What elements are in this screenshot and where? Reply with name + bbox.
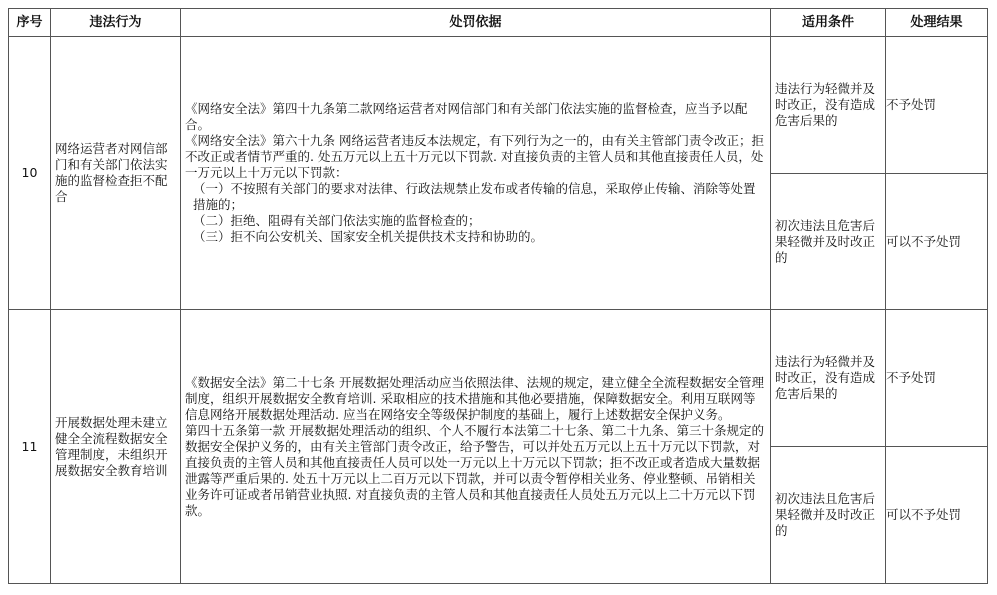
row-11-no: 11 xyxy=(8,309,51,584)
header-condition: 适用条件 xyxy=(770,8,886,37)
basis-text xyxy=(185,101,766,245)
row-11-basis xyxy=(180,309,771,584)
basis-paragraph: 《数据安全法》第二十七条 开展数据处理活动应当依照法律、法规的规定，建立健全全流程数据安全管理制度，组织开展数据安全教育培训. 采取相应的技术措施和其他必要措施，保障数据安全。利用互联网等信息网络开展数据处理活动. 应当在网络安全等级保护制度的基础上，履行上述数据安全保护义务。 xyxy=(185,374,764,422)
row-10-result-1: 不予处罚 xyxy=(885,36,988,174)
row-11-violation: 开展数据处理未建立健全全流程数据安全管理制度，未组织开展数据安全教育培训 xyxy=(50,309,181,584)
basis-paragraph: 《网络安全法》第六十九条 网络运营者违反本法规定，有下列行为之一的，由有关主管部门责令改正；拒不改正或者情节严重的. 处五万元以上五十万元以下罚款. 对直接负责的主管人员和其他直接责任人员，处一万元以上十万元以下罚款： xyxy=(185,133,764,180)
basis-item: （一）不按照有关部门的要求对法律、行政法规禁止发布或者传输的信息，采取停止传输、消除等处置措施的； xyxy=(193,181,756,212)
basis-item: （三）拒不向公安机关、国家安全机关提供技术支持和协助的。 xyxy=(193,229,544,244)
header-result: 处理结果 xyxy=(885,8,988,37)
basis-item: （二）拒绝、阻碍有关部门依法实施的监督检查的； xyxy=(193,213,481,228)
row-11-condition-1: 违法行为轻微并及时改正，没有造成危害后果的 xyxy=(770,309,886,447)
header-no: 序号 xyxy=(8,8,51,37)
basis-paragraph: 第四十五条第一款 开展数据处理活动的组织、个人不履行本法第二十七条、第二十九条、第三十条规定的数据安全保护义务的，由有关主管部门责令改正，给予警告，可以并处五万元以上五十万元以下罚款，对直接负责的主管人员和其他直接责任人员可以处一万元以上十万元以下罚款；拒不改正或者造成大量数据泄露等严重后果的. 处五十万元以上二百万元以下罚款，并可以责令暂停相关业务、停业整顿、吊销相关业务许可证或者吊销营业执照. 对直接负责的主管人员和其他直接责任人员处五万元以上二十万元以下罚款。 xyxy=(185,422,764,518)
basis-text xyxy=(185,375,766,519)
row-11-result-2: 可以不予处罚 xyxy=(885,446,988,584)
basis-paragraph: 《网络安全法》第四十九条第二款网络运营者对网信部门和有关部门依法实施的监督检查，应当予以配合。 xyxy=(185,101,748,132)
header-basis: 处罚依据 xyxy=(180,8,771,37)
row-10-condition-1: 违法行为轻微并及时改正，没有造成危害后果的 xyxy=(770,36,886,174)
header-violation: 违法行为 xyxy=(50,8,181,37)
row-10-result-2: 可以不予处罚 xyxy=(885,173,988,310)
penalty-table xyxy=(8,8,988,584)
row-10-basis xyxy=(180,36,771,310)
row-10-condition-2: 初次违法且危害后果轻微并及时改正的 xyxy=(770,173,886,310)
row-11-result-1: 不予处罚 xyxy=(885,309,988,447)
row-10-no: 10 xyxy=(8,36,51,310)
row-10-violation: 网络运营者对网信部门和有关部门依法实施的监督检查拒不配合 xyxy=(50,36,181,310)
row-11-condition-2: 初次违法且危害后果轻微并及时改正的 xyxy=(770,446,886,584)
